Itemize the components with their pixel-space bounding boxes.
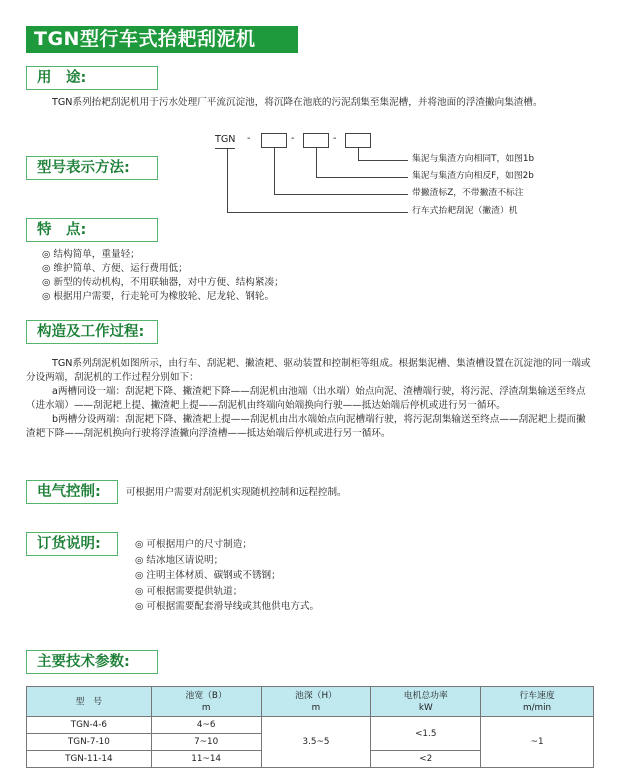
section-usage-heading: 用 途: xyxy=(26,66,158,90)
section-specs-heading: 主要技术参数: xyxy=(26,650,158,674)
feature-item: ◎ 维护简单、方便、运行费用低； xyxy=(42,262,582,276)
header-depth: 池深（H） m xyxy=(261,687,371,717)
model-dash-3: - xyxy=(333,133,337,144)
model-legend-3: 带撇渣标Z，不带撇渣不标注 xyxy=(412,188,524,198)
model-legend-2: 集泥与集渣方向相反F，如图2b xyxy=(412,171,534,181)
cell-width: 4~6 xyxy=(151,717,261,734)
cell-model: TGN-7-10 xyxy=(27,734,152,751)
cell-width: 11~14 xyxy=(151,751,261,768)
features-list xyxy=(42,248,582,304)
model-box-2 xyxy=(303,133,329,148)
model-prefix: TGN xyxy=(215,134,236,145)
cell-model: TGN-11-14 xyxy=(27,751,152,768)
header-width: 池宽（B） m xyxy=(151,687,261,717)
section-electric-heading: 电气控制: xyxy=(26,480,118,504)
ordering-item: ◎ 结冰地区请说明； xyxy=(135,553,575,569)
ordering-item: ◎ 可根据需要提供轨道； xyxy=(135,584,575,600)
ordering-item: ◎ 可根据需要配套滑导线或其他供电方式。 xyxy=(135,599,575,615)
feature-item: ◎ 根据用户需要，行走轮可为橡胶轮、尼龙轮、钢轮。 xyxy=(42,290,582,304)
cell-power-b: <2 xyxy=(371,751,481,768)
electric-text: 可根据用户需要对刮泥机实现随机控制和远程控制。 xyxy=(126,487,347,498)
model-box-1 xyxy=(261,133,287,148)
model-box-3 xyxy=(345,133,371,148)
feature-item: ◎ 结构简单，重量轻； xyxy=(42,248,582,262)
specs-table-wrapper xyxy=(26,686,594,768)
ordering-item: ◎ 注明主体材质、碳钢或不锈钢； xyxy=(135,568,575,584)
cell-depth: 3.5~5 xyxy=(261,717,371,768)
table-row xyxy=(27,717,594,734)
header-power: 电机总功率 kW xyxy=(371,687,481,717)
model-diagram xyxy=(215,131,595,231)
header-model: 型 号 xyxy=(27,687,152,717)
table-header-row xyxy=(27,687,594,717)
section-model-heading: 型号表示方法: xyxy=(26,156,158,180)
cell-width: 7~10 xyxy=(151,734,261,751)
model-dash-2: - xyxy=(291,133,295,144)
cell-speed: ~1 xyxy=(481,717,594,768)
cell-power-a: <1.5 xyxy=(371,717,481,751)
structure-text xyxy=(26,357,594,441)
structure-paragraph-2: a两槽同设一端：刮泥耙下降、撇渣耙下降——刮泥机由池端（出水端）始点向泥、渣槽端行驶，将污泥、浮渣刮集输送至终点（进水端）——刮泥耙上提、撇渣耙上提——刮泥机由终端向始端换向行驶——抵达始端后停机或进行另一循环。 xyxy=(26,386,586,411)
ordering-item: ◎ 可根据用户的尺寸制造； xyxy=(135,537,575,553)
cell-model: TGN-4-6 xyxy=(27,717,152,734)
structure-paragraph-1: TGN系列刮泥机如图所示，由行车、刮泥耙、撇渣耙、驱动装置和控制柜等组成。根据集泥槽、集渣槽设置在沉淀池的同一端或分设两端，刮泥机的工作过程分别如下： xyxy=(26,358,591,383)
section-ordering-heading: 订货说明: xyxy=(26,532,118,556)
specs-table xyxy=(26,686,594,768)
model-legend-1: 集泥与集渣方向相同T，如图1b xyxy=(412,154,535,164)
feature-item: ◎ 新型的传动机构，不用联轴器，对中方便、结构紧凑； xyxy=(42,276,582,290)
model-legend-4: 行车式抬耙刮泥（撇渣）机 xyxy=(412,206,518,216)
page-title: TGN型行车式抬耙刮泥机 xyxy=(26,26,298,53)
structure-paragraph-3: b两槽分设两端：刮泥耙下降、撇渣耙上提——刮泥机由出水端始点向泥槽端行驶，将污泥刮集输送至终点——刮泥耙上提而撇渣耙下降——刮泥机换向行驶将浮渣撇向浮渣槽——抵达始端后停机或进行另一循环。 xyxy=(26,414,586,439)
section-structure-heading: 构造及工作过程: xyxy=(26,320,158,344)
header-speed: 行车速度 m/min xyxy=(481,687,594,717)
section-features-heading: 特 点: xyxy=(26,218,158,242)
model-dash-1: - xyxy=(247,133,251,144)
ordering-list xyxy=(135,537,575,615)
usage-text: TGN系列抬耙刮泥机用于污水处理厂平流沉淀池，将沉降在池底的污泥刮集至集泥槽，并将池面的浮渣撇向集渣槽。 xyxy=(52,97,543,108)
model-prefix-underline xyxy=(215,148,235,149)
